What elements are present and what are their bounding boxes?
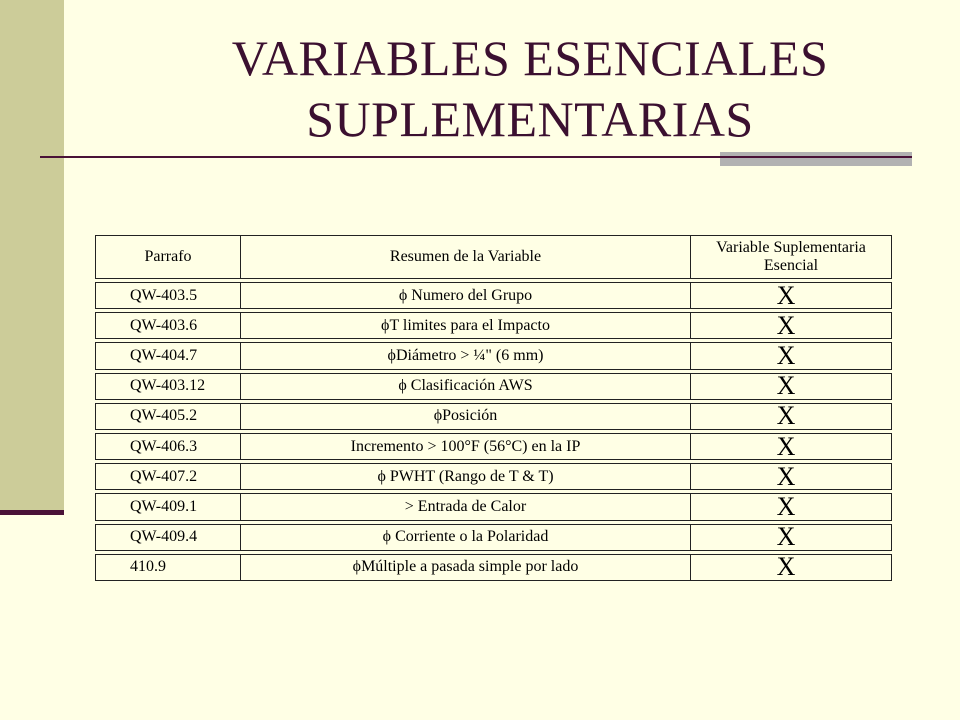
row-mark: X: [690, 403, 892, 430]
table-row: [95, 554, 892, 581]
slide-title: [110, 28, 950, 150]
row-code: QW-403.5: [95, 282, 240, 309]
row-description: ϕDiámetro > ¼" (6 mm): [240, 342, 690, 369]
row-code: QW-409.1: [95, 493, 240, 520]
table-row: [95, 342, 892, 369]
row-code: QW-405.2: [95, 403, 240, 430]
row-description: ϕ Clasificación AWS: [240, 373, 690, 400]
row-mark: X: [690, 312, 892, 339]
row-code: QW-404.7: [95, 342, 240, 369]
row-mark: X: [690, 524, 892, 551]
table-header-row: [95, 235, 892, 279]
table-row: [95, 373, 892, 400]
variables-table: [95, 232, 892, 584]
header-parrafo: Parrafo: [95, 235, 240, 279]
row-mark: X: [690, 342, 892, 369]
row-code: QW-403.6: [95, 312, 240, 339]
row-mark: X: [690, 463, 892, 490]
row-code: QW-406.3: [95, 433, 240, 460]
row-mark: X: [690, 373, 892, 400]
row-description: ϕ Numero del Grupo: [240, 282, 690, 309]
table-row: [95, 493, 892, 520]
table-row: [95, 463, 892, 490]
title-line-1: VARIABLES ESENCIALES: [231, 30, 829, 86]
row-code: QW-407.2: [95, 463, 240, 490]
table-row: [95, 524, 892, 551]
title-rule: [40, 156, 912, 158]
table-row: [95, 312, 892, 339]
sidebar-accent-line: [0, 510, 64, 515]
row-description: Incremento > 100°F (56°C) en la IP: [240, 433, 690, 460]
row-mark: X: [690, 282, 892, 309]
sidebar-decoration: [0, 0, 64, 512]
row-code: 410.9: [95, 554, 240, 581]
row-description: ϕT limites para el Impacto: [240, 312, 690, 339]
table-row: [95, 282, 892, 309]
row-description: ϕPosición: [240, 403, 690, 430]
row-mark: X: [690, 433, 892, 460]
row-mark: X: [690, 493, 892, 520]
row-mark: X: [690, 554, 892, 581]
row-code: QW-403.12: [95, 373, 240, 400]
table-row: [95, 433, 892, 460]
row-description: ϕ Corriente o la Polaridad: [240, 524, 690, 551]
title-line-2: SUPLEMENTARIAS: [306, 91, 754, 147]
row-description: > Entrada de Calor: [240, 493, 690, 520]
header-resumen: Resumen de la Variable: [240, 235, 690, 279]
header-variable-suplementaria: Variable Suplementaria Esencial: [690, 235, 892, 279]
title-rule-accent: [720, 152, 912, 166]
table-row: [95, 403, 892, 430]
row-description: ϕMúltiple a pasada simple por lado: [240, 554, 690, 581]
row-code: QW-409.4: [95, 524, 240, 551]
row-description: ϕ PWHT (Rango de T & T): [240, 463, 690, 490]
